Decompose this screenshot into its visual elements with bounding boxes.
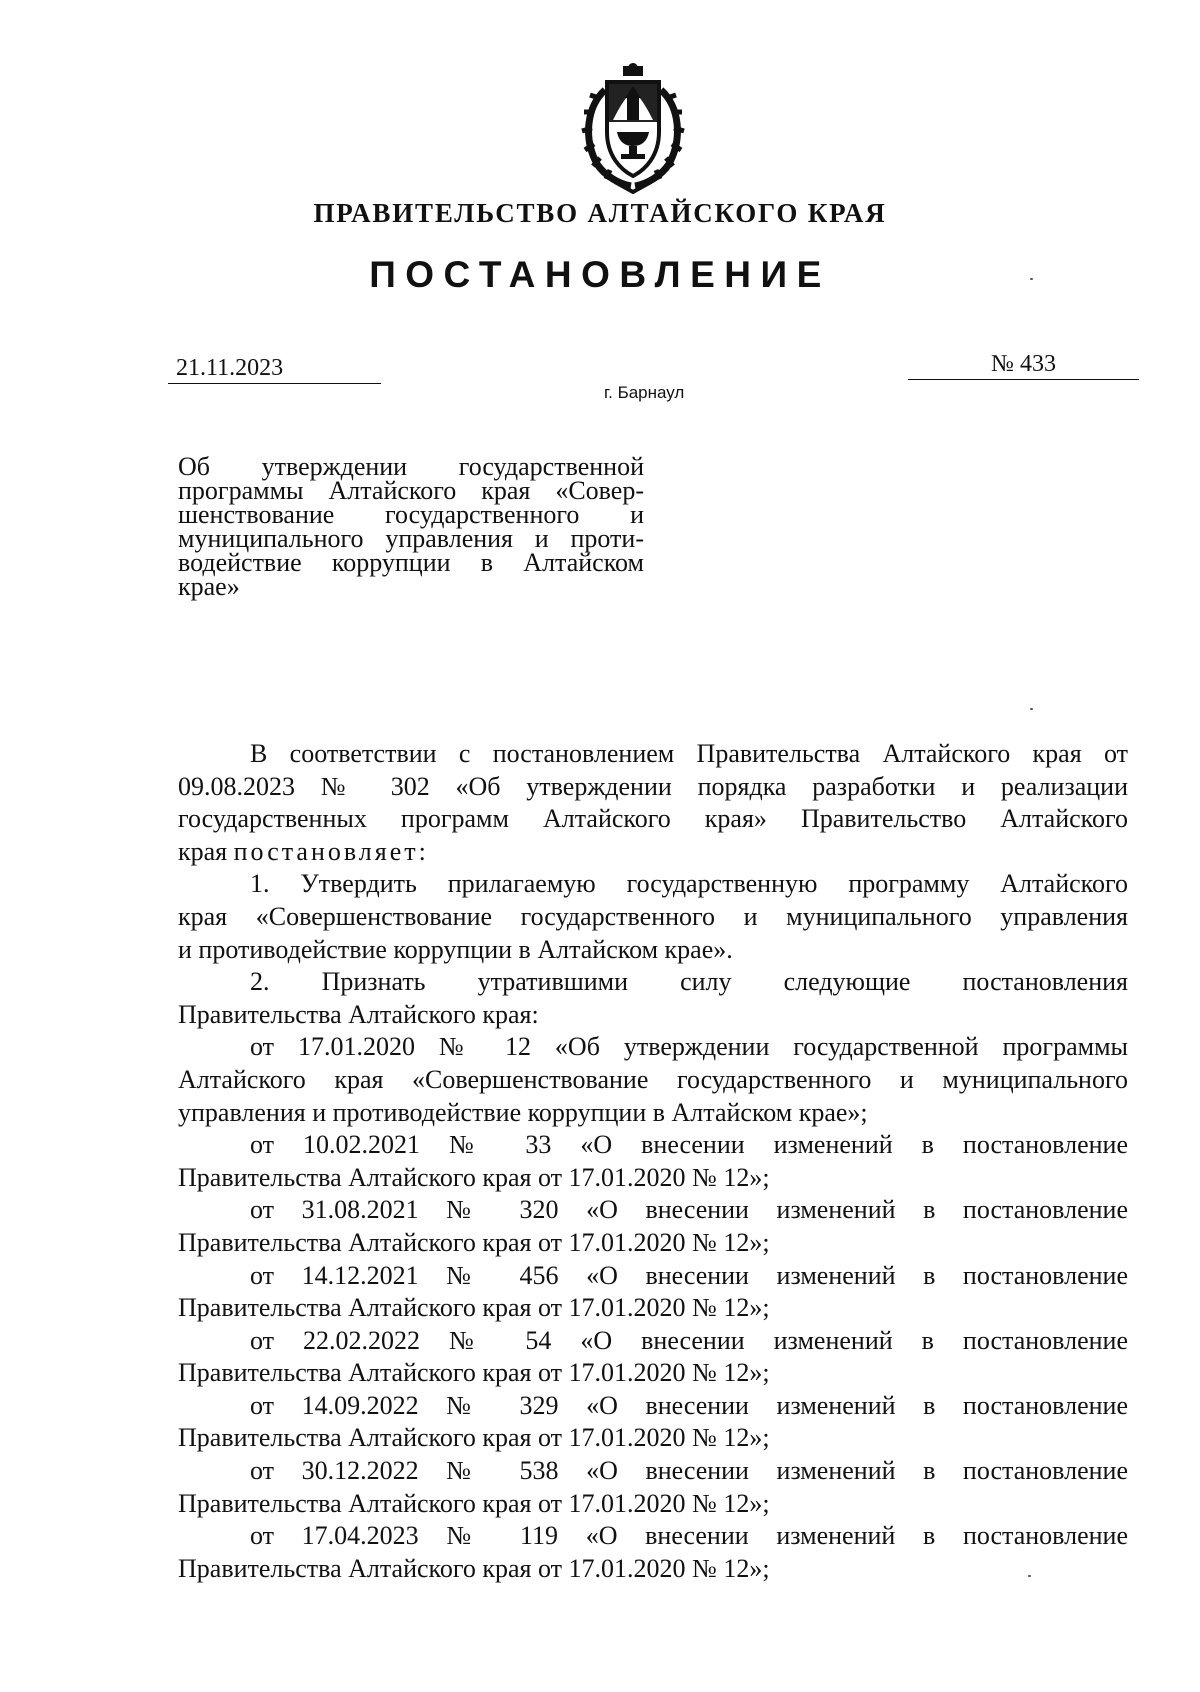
- item1-line: края «Совершенствование государственного и муниципального управления: [178, 901, 1128, 931]
- item2-line: Правительства Алтайского края:: [178, 999, 539, 1029]
- repealed-act-line: от 17.01.2020 № 12 «Об утверждении государственной программы: [250, 1032, 1128, 1062]
- amendment-line: Правительства Алтайского края от 17.01.2020 № 12»;: [178, 1358, 770, 1388]
- amendment-line: от 14.12.2021 № 456 «О внесении изменений в постановление: [250, 1260, 1128, 1290]
- item1-line: 1. Утвердить прилагаемую государственную программу Алтайского: [250, 869, 1128, 899]
- item1-line: и противодействие коррупции в Алтайском крае».: [178, 934, 733, 964]
- preamble-resolution-line: [178, 836, 1128, 869]
- subject-line: муниципального управления и проти-: [178, 524, 644, 553]
- preamble-prefix: края: [178, 836, 228, 866]
- amendment-line: от 14.09.2022 № 329 «О внесении изменений в постановление: [250, 1390, 1128, 1420]
- amendment-line: от 10.02.2021 № 33 «О внесении изменений в постановление: [250, 1130, 1128, 1160]
- item2-line: 2. Признать утратившими силу следующие постановления: [250, 967, 1128, 997]
- amendment-line: Правительства Алтайского края от 17.01.2020 № 12»;: [178, 1553, 770, 1583]
- amendment-line: от 30.12.2022 № 538 «О внесении изменений в постановление: [250, 1456, 1128, 1486]
- document-body: [178, 738, 1128, 1585]
- repealed-act-line: Алтайского края «Совершенствование государственного и муниципального: [178, 1064, 1128, 1094]
- amendment-line: Правительства Алтайского края от 17.01.2020 № 12»;: [178, 1162, 770, 1192]
- amendment-line: от 31.08.2021 № 320 «О внесении изменений в постановление: [250, 1195, 1128, 1225]
- document-city: г. Барнаул: [604, 383, 685, 402]
- scan-speck: [1028, 1575, 1031, 1577]
- amendment-line: Правительства Алтайского края от 17.01.2020 № 12»;: [178, 1293, 770, 1323]
- amendment-line: Правительства Алтайского края от 17.01.2020 № 12»;: [178, 1227, 770, 1257]
- subject-line: Об утверждении государственной: [178, 452, 644, 481]
- resolves-word: постановляет:: [233, 836, 429, 866]
- document-type: ПОСТАНОВЛЕНИЕ: [369, 254, 831, 295]
- amendment-line: Правительства Алтайского края от 17.01.2020 № 12»;: [178, 1423, 770, 1453]
- subject-line: крае»: [178, 572, 240, 601]
- preamble-line: 09.08.2023 № 302 «Об утверждении порядка разработки и реализации: [178, 771, 1128, 801]
- amendment-line: от 22.02.2022 № 54 «О внесении изменений в постановление: [250, 1325, 1128, 1355]
- altai-krai-coat-of-arms-icon: [575, 60, 691, 194]
- subject-line: шенствование государственного и: [178, 500, 644, 529]
- amendment-line: от 17.04.2023 № 119 «О внесении изменений в постановление: [250, 1521, 1128, 1551]
- document-subject: [178, 452, 644, 601]
- preamble-line: государственных программ Алтайского края» Правительство Алтайского: [178, 804, 1128, 834]
- document-number: № 433: [908, 349, 1139, 380]
- scan-speck: [1030, 708, 1033, 710]
- amendment-line: Правительства Алтайского края от 17.01.2020 № 12»;: [178, 1488, 770, 1518]
- repealed-act-line: управления и противодействие коррупции в Алтайском крае»;: [178, 1097, 868, 1127]
- government-name: ПРАВИТЕЛЬСТВО АЛТАЙСКОГО КРАЯ: [313, 198, 887, 228]
- scan-speck: [1030, 278, 1033, 280]
- document-date: 21.11.2023: [168, 353, 381, 384]
- subject-line: водействие коррупции в Алтайском: [178, 548, 644, 577]
- subject-line: программы Алтайского края «Совер-: [178, 476, 644, 505]
- preamble-line: В соответствии с постановлением Правительства Алтайского края от: [250, 739, 1128, 768]
